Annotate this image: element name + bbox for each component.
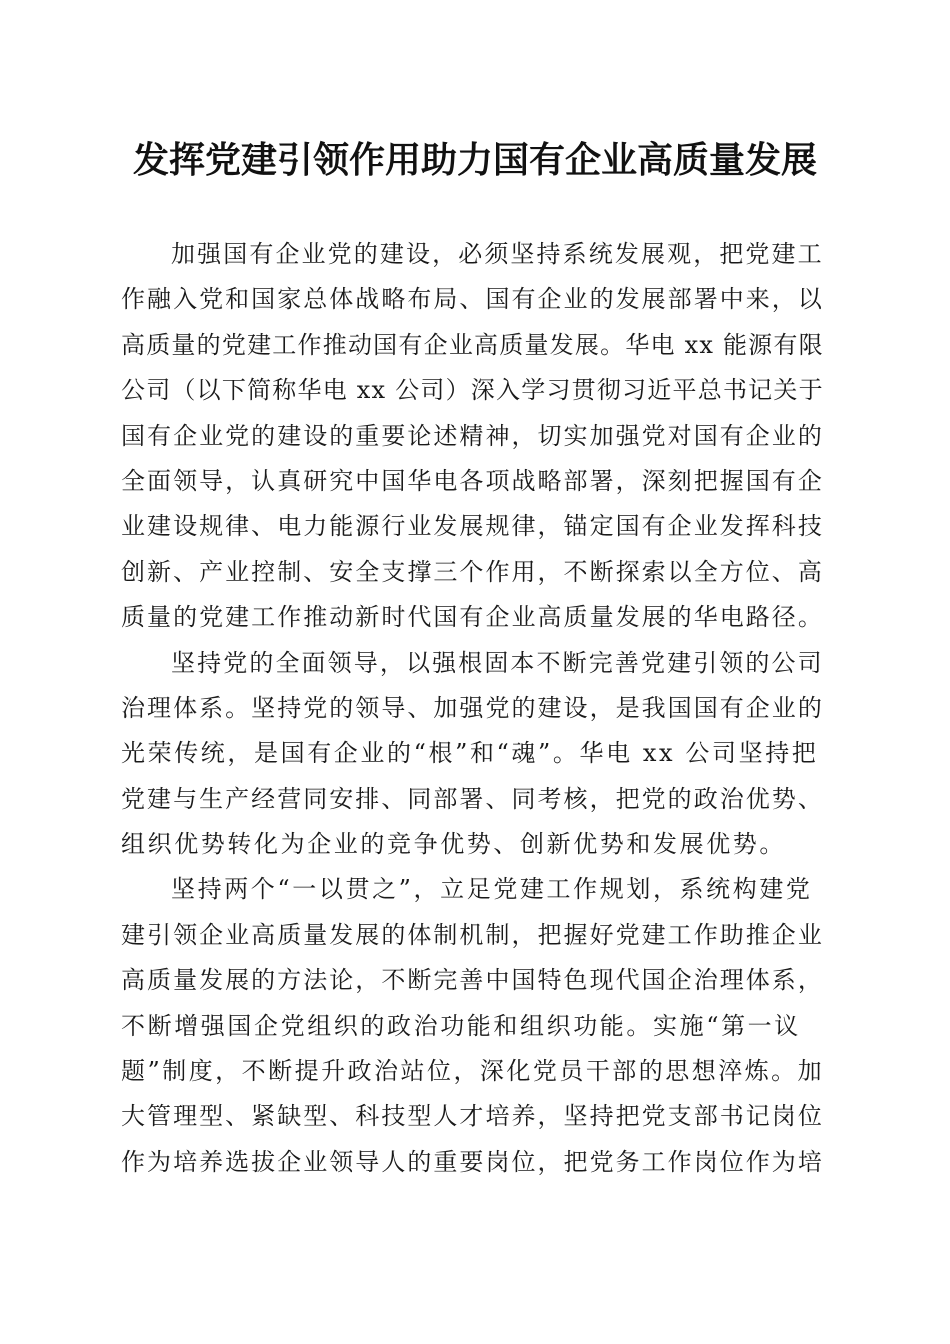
paragraph-1-line-2: 作融入党和国家总体战略布局、国有企业的发展部署中来，以 [121, 285, 824, 314]
paragraph-1-line-8: 创新、产业控制、安全支撑三个作用，不断探索以全方位、高 [121, 557, 824, 586]
paragraph-1-line-1: 加强国有企业党的建设，必须坚持系统发展观，把党建工 [171, 240, 824, 268]
paragraph-3-line-1: 坚持两个“一以贯之”，立足党建工作规划，系统构建党 [171, 875, 813, 904]
paragraph-1-line-6: 全面领导，认真研究中国华电各项战略部署，深刻把握国有企 [121, 466, 824, 495]
paragraph-3-line-2: 建引领企业高质量发展的体制机制，把握好党建工作助推企业 [121, 920, 824, 949]
paragraph-1-line-3: 高质量的党建工作推动国有企业高质量发展。华电 xx 能源有限 [121, 330, 824, 359]
paragraph-3-line-7: 作为培养选拔企业领导人的重要岗位，把党务工作岗位作为培 [121, 1147, 824, 1176]
paragraph-1-line-9: 质量的党建工作推动新时代国有企业高质量发展的华电路径。 [121, 603, 824, 632]
paragraph-1-line-7: 业建设规律、电力能源行业发展规律，锚定国有企业发挥科技 [121, 512, 824, 541]
paragraph-1-line-5: 国有企业党的建设的重要论述精神，切实加强党对国有企业的 [121, 421, 824, 450]
document-title: 发挥党建引领作用助力国有企业高质量发展 [132, 139, 817, 181]
document-body [121, 232, 825, 1185]
paragraph-1-line-4: 公司（以下简称华电 xx 公司）深入学习贯彻习近平总书记关于 [121, 376, 824, 405]
paragraph-2-line-5: 组织优势转化为企业的竞争优势、创新优势和发展优势。 [121, 830, 786, 859]
paragraph-3-line-3: 高质量发展的方法论，不断完善中国特色现代国企治理体系， [121, 966, 824, 995]
paragraph-3-line-4: 不断增强国企党组织的政治功能和组织功能。实施“第一议 [121, 1011, 801, 1040]
paragraph-2-line-2: 治理体系。坚持党的领导、加强党的建设，是我国国有企业的 [121, 693, 824, 722]
paragraph-2-line-3: 光荣传统，是国有企业的“根”和“魂”。华电 xx 公司坚持把 [121, 739, 819, 768]
paragraph-2-line-4: 党建与生产经营同安排、同部署、同考核，把党的政治优势、 [121, 784, 824, 813]
paragraph-3-line-5: 题”制度，不断提升政治站位，深化党员干部的思想淬炼。加 [121, 1057, 825, 1086]
paragraph-2-line-1: 坚持党的全面领导，以强根固本不断完善党建引领的公司 [171, 648, 824, 677]
paragraph-3-line-6: 大管理型、紧缺型、科技型人才培养，坚持把党支部书记岗位 [121, 1102, 824, 1131]
